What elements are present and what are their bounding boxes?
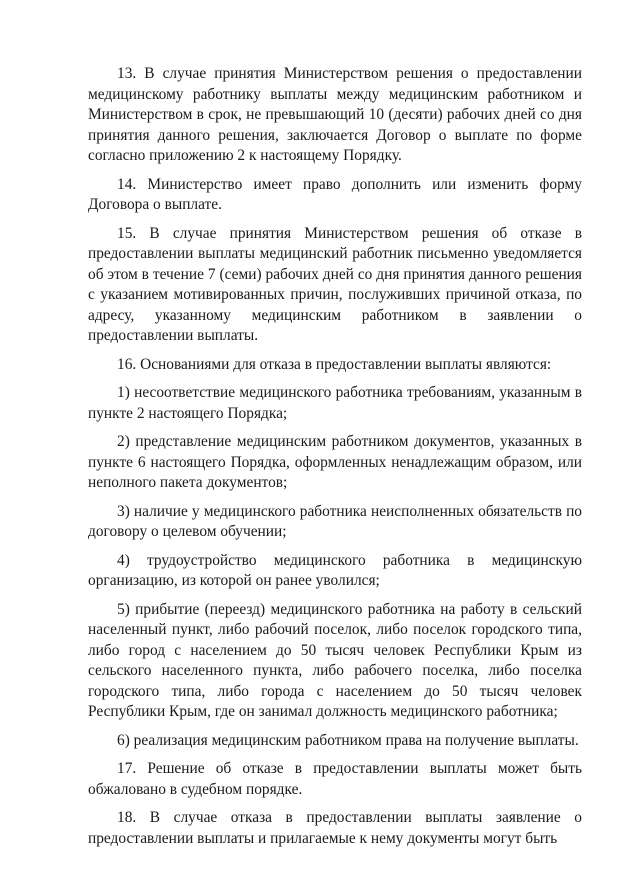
paragraph-16-item-1: 1) несоответствие медицинского работника требованиям, указанным в пункте 2 настоящего Порядка; — [88, 384, 582, 422]
paragraph-15: 15. В случае принятия Министерством решения об отказе в предоставлении выплаты медицинский работник письменно уведомляется об этом в течение 7 (семи) рабочих дней со дня принятия данного решения с указанием мотивированных причин, послуживших причиной отказа, по адресу, указанному медицинским работником в заявлении о предоставлении выплаты. — [88, 224, 582, 344]
paragraph-16: 16. Основаниями для отказа в предоставлении выплаты являются: — [117, 355, 552, 373]
paragraph-13: 13. В случае принятия Министерством решения о предоставлении медицинскому работнику выплаты между медицинским работником и Министерством в срок, не превышающий 10 (десяти) рабочих дней со дня принятия данного решения, заключается Договор о выплате по форме согласно приложению 2 к настоящему Порядку. — [88, 65, 582, 164]
document-body — [88, 64, 582, 857]
paragraph-18: 18. В случае отказа в предоставлении выплаты заявление о предоставлении выплаты и прилагаемые к нему документы могут быть — [88, 809, 582, 847]
paragraph-16-item-2: 2) представление медицинским работником документов, указанных в пункте 6 настоящего Порядка, оформленных ненадлежащим образом, или неполного пакета документов; — [88, 433, 582, 491]
paragraph-16-item-4: 4) трудоустройство медицинского работника в медицинскую организацию, из которой он ранее уволился; — [88, 551, 582, 589]
paragraph-17: 17. Решение об отказе в предоставлении выплаты может быть обжаловано в судебном порядке. — [88, 760, 582, 798]
paragraph-16-item-3: 3) наличие у медицинского работника неисполненных обязательств по договору о целевом обучении; — [88, 502, 582, 540]
paragraph-16-item-5: 5) прибытие (переезд) медицинского работника на работу в сельский населенный пункт, либо рабочий поселок, либо поселок городского типа, либо город с населением до 50 тысяч человек Республики Крым из сельского населенного пункта, либо рабочего поселка, либо поселка городского типа, либо города с населением до 50 тысяч человек Республики Крым, где он занимал должность медицинского работника; — [88, 600, 582, 720]
paragraph-16-item-6: 6) реализация медицинским работником права на получение выплаты. — [117, 731, 579, 749]
paragraph-14: 14. Министерство имеет право дополнить или изменить форму Договора о выплате. — [88, 175, 582, 213]
